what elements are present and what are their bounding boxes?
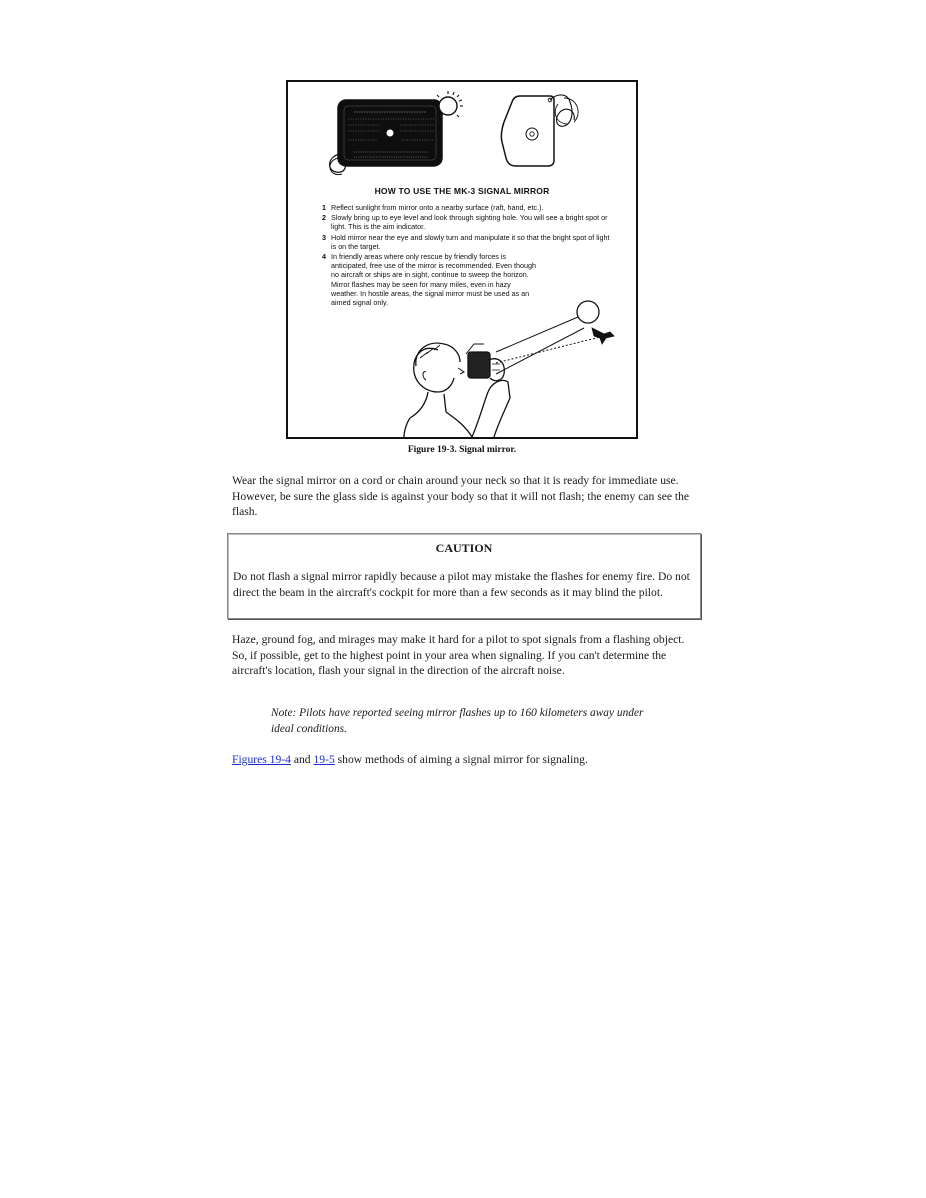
figure-heading: HOW TO USE THE MK-3 SIGNAL MIRROR [374,186,550,196]
figure-19-5-link[interactable]: 19-5 [313,753,335,766]
figure-step [322,213,612,231]
figure-caption: Figure 19-3. Signal mirror. [407,445,517,455]
figure-step [322,203,612,212]
links-tail-text: show methods of aiming a signal mirror for signaling. [334,753,588,766]
person-aiming-drawing [404,343,510,437]
step-text: Reflect sunlight from mirror onto a nearby surface (raft, hand, etc.). [331,203,544,212]
step-number: 4 [322,252,326,262]
figure-steps-list [322,203,612,308]
caution-box [227,533,701,619]
step-text: In friendly areas where only rescue by friendly forces is anticipated, free use of the mirror is recommended. Even though no aircraft or ships are in sight, continue to sweep the horizon. Mirror flashes may be seen for many miles, even in hazy weather. In hostile areas, the signal mirror must be used as an aimed signal only. [331,252,536,308]
mirror-back-drawing [501,95,578,166]
step-number: 3 [322,232,326,242]
links-joiner: and [290,753,314,766]
note-text: Note: Pilots have reported seeing mirror flashes up to 160 kilometers away under ideal conditions. [271,707,644,735]
body-paragraph: Wear the signal mirror on a cord or chain around your neck so that it is ready for immediate use. However, be sure the glass side is against your body so that it will not flash; the enemy can see the flash. [232,474,690,518]
figure-19-4-link[interactable]: Figures 19-4 [232,753,291,766]
step-number: 2 [322,213,326,223]
light-beam-drawing [496,301,614,374]
signal-mirror-figure [286,80,638,439]
step-text: Slowly bring up to eye level and look through sighting hole. You will see a bright spot or light. This is the aim indicator. [331,213,608,232]
figure-step [322,252,612,307]
caution-title: CAUTION [435,541,493,555]
figure-reference-line [232,752,700,768]
caution-text: Do not flash a signal mirror rapidly because a pilot may mistake the flashes for enemy fire. Do not direct the beam in the aircraft's cockpit for more than a few seconds as it may blind the pilot. [233,570,690,599]
body-paragraph: Haze, ground fog, and mirages may make it hard for a pilot to spot signals from a flashing object. So, if possible, get to the highest point in your area when signaling. If you can't determine the aircraft's location, flash your signal in the direction of the aircraft noise. [232,633,685,677]
step-number: 1 [322,203,326,212]
step-text: Hold mirror near the eye and slowly turn and manipulate it so that the bright spot of light is on the target. [331,232,610,251]
figure-step [322,233,612,251]
mirror-front-drawing [330,91,463,175]
